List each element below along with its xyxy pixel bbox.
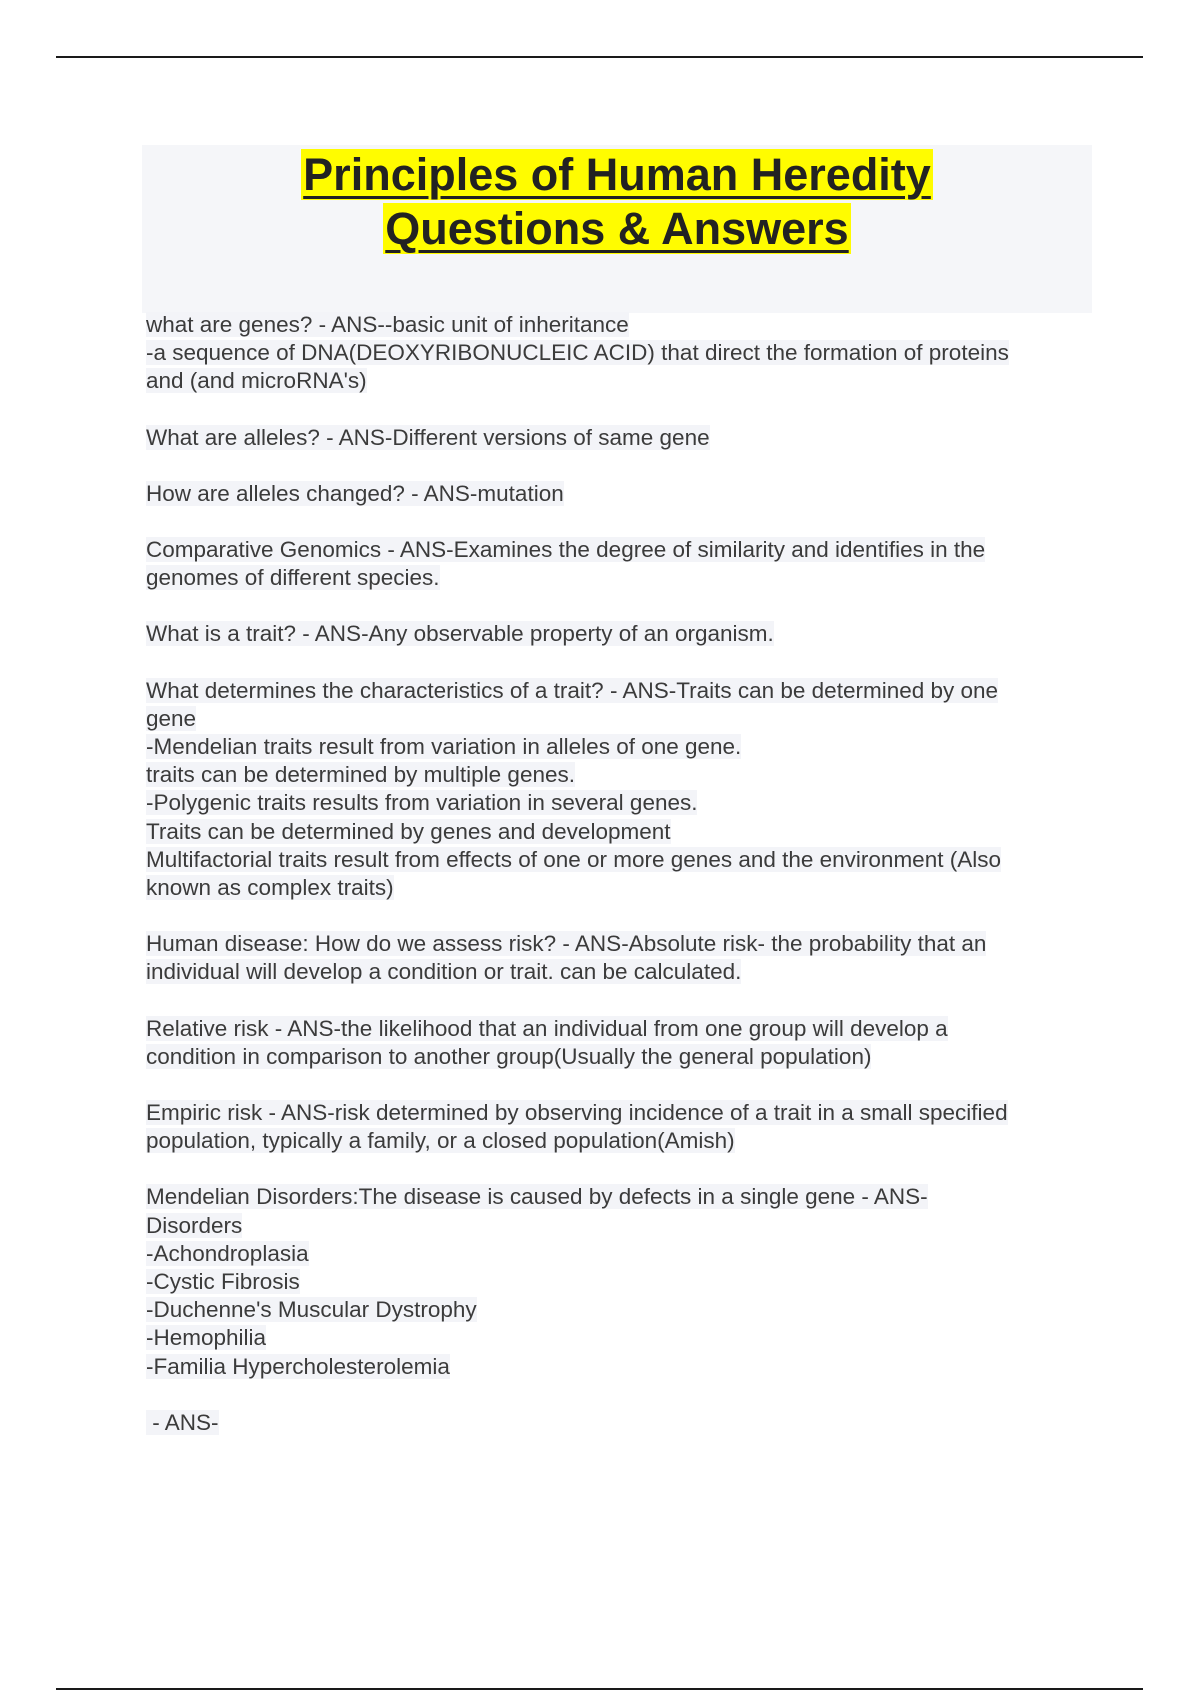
qa-text-line: Comparative Genomics - ANS-Examines the degree of similarity and identifies in the — [146, 537, 986, 563]
qa-text-line: What is a trait? - ANS-Any observable property of an organism. — [146, 621, 774, 647]
qa-text-line: gene — [146, 705, 197, 731]
qa-text-line: -a sequence of DNA(DEOXYRIBONUCLEIC ACID) that direct the formation of proteins — [146, 340, 1009, 366]
qa-text-line: Multifactorial traits result from effects of one or more genes and the environment (Also — [146, 846, 1001, 872]
qa-item — [146, 677, 1086, 903]
qa-text-line: -Achondroplasia — [146, 1240, 309, 1266]
qa-text-line: Traits can be determined by genes and development — [146, 818, 671, 844]
qa-list — [146, 311, 1086, 1465]
qa-text-line: individual will develop a condition or trait. can be calculated. — [146, 959, 742, 985]
title-block — [142, 145, 1092, 313]
qa-item — [146, 1183, 1086, 1380]
qa-item — [146, 1099, 1086, 1155]
qa-text-line: what are genes? - ANS--basic unit of inheritance — [146, 312, 629, 337]
qa-text-line: Empiric risk - ANS-risk determined by observing incidence of a trait in a small specified — [146, 1100, 1008, 1126]
qa-item — [146, 424, 1086, 452]
qa-text-line: - ANS- — [146, 1409, 219, 1435]
qa-text-line: -Cystic Fibrosis — [146, 1269, 300, 1295]
qa-text-line: What determines the characteristics of a trait? - ANS-Traits can be determined by one — [146, 677, 999, 703]
qa-text-line: condition in comparison to another group(Usually the general population) — [146, 1043, 872, 1069]
qa-item — [146, 620, 1086, 648]
document-title-line-2: Questions & Answers — [385, 203, 849, 254]
qa-item — [146, 930, 1086, 986]
qa-text-line: Human disease: How do we assess risk? - ANS-Absolute risk- the probability that an — [146, 931, 987, 957]
qa-item — [146, 311, 1086, 396]
qa-item — [146, 536, 1086, 592]
qa-item — [146, 1015, 1086, 1071]
qa-text-line: What are alleles? - ANS-Different versions of same gene — [146, 424, 710, 450]
qa-text-line: -Mendelian traits result from variation in alleles of one gene. — [146, 734, 742, 760]
bottom-rule — [56, 1688, 1143, 1690]
qa-text-line: How are alleles changed? - ANS-mutation — [146, 480, 564, 506]
qa-text-line: -Polygenic traits results from variation in several genes. — [146, 790, 698, 816]
qa-text-line: genomes of different species. — [146, 565, 440, 591]
document-title-line-1: Principles of Human Heredity — [303, 149, 931, 200]
qa-text-line: Relative risk - ANS-the likelihood that an individual from one group will develop a — [146, 1015, 948, 1041]
qa-text-line: -Hemophilia — [146, 1325, 267, 1351]
qa-text-line: -Duchenne's Muscular Dystrophy — [146, 1297, 477, 1323]
qa-text-line: Mendelian Disorders:The disease is caused by defects in a single gene - ANS- — [146, 1184, 928, 1210]
qa-text-line: Disorders — [146, 1212, 243, 1238]
qa-text-line: known as complex traits) — [146, 875, 394, 901]
qa-text-line: -Familia Hypercholesterolemia — [146, 1353, 450, 1379]
qa-item — [146, 1409, 1086, 1437]
qa-item — [146, 480, 1086, 508]
qa-text-line: and (and microRNA's) — [146, 368, 367, 394]
qa-text-line: population, typically a family, or a closed population(Amish) — [146, 1128, 735, 1154]
qa-text-line: traits can be determined by multiple genes. — [146, 762, 575, 788]
top-rule — [56, 56, 1143, 58]
